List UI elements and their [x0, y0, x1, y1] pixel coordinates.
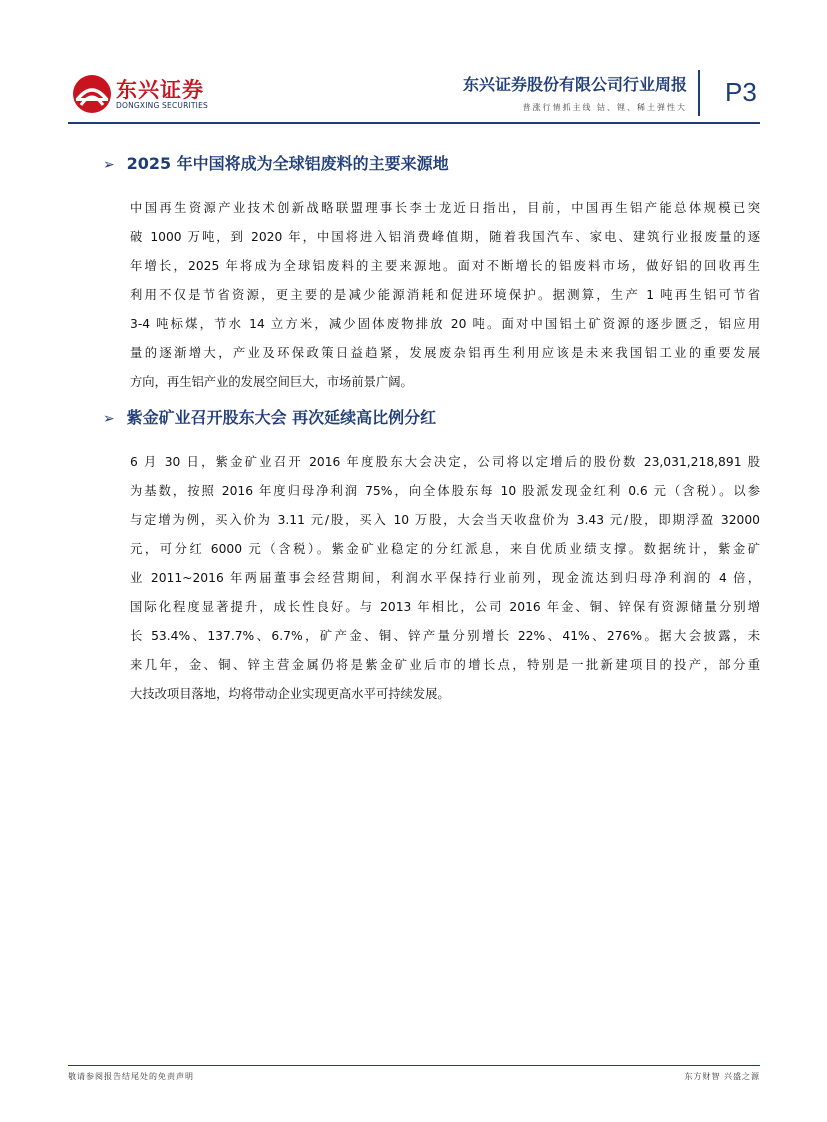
text-line: 6 月 30 日，紫金矿业召开 2016 年度股东大会决定，公司将以定增后的股份数 23,031,218,891 股: [130, 455, 760, 469]
logo-text-cn: 东兴证券: [116, 78, 204, 102]
text-line: 业 2011~2016 年两届董事会经营期间，利润水平保持行业前列，现金流达到归母净利润的 4 倍，: [130, 571, 760, 585]
logo-text-en: DONGXING SECURITIES: [116, 101, 208, 110]
section-title-text: 2025 年中国将成为全球铝废料的主要来源地: [126, 154, 449, 173]
text-line: 国际化程度显著提升，成长性良好。与 2013 年相比，公司 2016 年金、铜、锌保有资源储量分别增: [130, 600, 760, 614]
section-paragraph-zijin-mining: [130, 448, 760, 709]
text-line: 与定增为例，买入价为 3.11 元/股，买入 10 万股，大会当天收盘价为 3.43 元/股，即期浮盈 32000: [130, 513, 760, 527]
page-number: P3: [725, 77, 757, 107]
footer-disclaimer: 敬请参阅报告结尾处的免责声明: [68, 1072, 194, 1081]
text-line: 长 53.4%、137.7%、6.7%，矿产金、铜、锌产量分别增长 22%、41%、276%。据大会披露，未: [130, 629, 760, 643]
header-rule: [68, 122, 760, 124]
report-subtitle: 普涨行情抓主线 钴、锂、稀土弹性大: [522, 103, 687, 112]
report-title: 东兴证券股份有限公司行业周报: [462, 75, 687, 94]
header-divider: [698, 70, 700, 116]
text-line: 年增长，2025 年将成为全球铝废料的主要来源地。面对不断增长的铝废料市场，做好铝的回收再生: [130, 259, 760, 273]
footer-rule: [68, 1065, 760, 1066]
text-line: 来几年，金、铜、锌主营金属仍将是紫金矿业后市的增长点，特别是一批新建项目的投产，部分重: [130, 658, 760, 672]
text-line: 中国再生资源产业技术创新战略联盟理事长李士龙近日指出，目前，中国再生铝产能总体规模已突: [130, 201, 760, 215]
text-line: 为基数，按照 2016 年度归母净利润 75%，向全体股东每 10 股派发现金红利 0.6 元（含税）。以参: [130, 484, 760, 498]
section-title-text: 紫金矿业召开股东大会 再次延续高比例分红: [126, 408, 437, 427]
section-paragraph-aluminum-scrap: [130, 194, 760, 397]
text-line: 大技改项目落地，均将带动企业实现更高水平可持续发展。: [130, 687, 450, 701]
logo-emblem-icon: [72, 74, 112, 114]
section-title-aluminum-scrap: [103, 151, 449, 174]
text-line: 3-4 吨标煤，节水 14 立方米，减少固体废物排放 20 吨。面对中国铝土矿资源的逐步匮乏，铝应用: [130, 317, 760, 331]
text-line: 利用不仅是节省资源，更主要的是减少能源消耗和促进环境保护。据测算，生产 1 吨再生铝可节省: [130, 288, 760, 302]
arrow-bullet-icon: ➢: [103, 157, 115, 173]
text-line: 量的逐渐增大，产业及环保政策日益趋紧，发展废杂铝再生利用应该是未来我国铝工业的重要发展: [130, 346, 760, 360]
company-logo: [72, 74, 212, 118]
footer-slogan: 东方财智 兴盛之源: [684, 1072, 760, 1081]
text-line: 破 1000 万吨，到 2020 年，中国将进入铝消费峰值期，随着我国汽车、家电、建筑行业报废量的逐: [130, 230, 760, 244]
text-line: 元，可分红 6000 元（含税）。紫金矿业稳定的分红派息，来自优质业绩支撑。数据统计，紫金矿: [130, 542, 760, 556]
text-line: 方向，再生铝产业的发展空间巨大，市场前景广阔。: [130, 375, 413, 389]
section-title-zijin-mining: [103, 405, 436, 428]
arrow-bullet-icon: ➢: [103, 411, 115, 427]
